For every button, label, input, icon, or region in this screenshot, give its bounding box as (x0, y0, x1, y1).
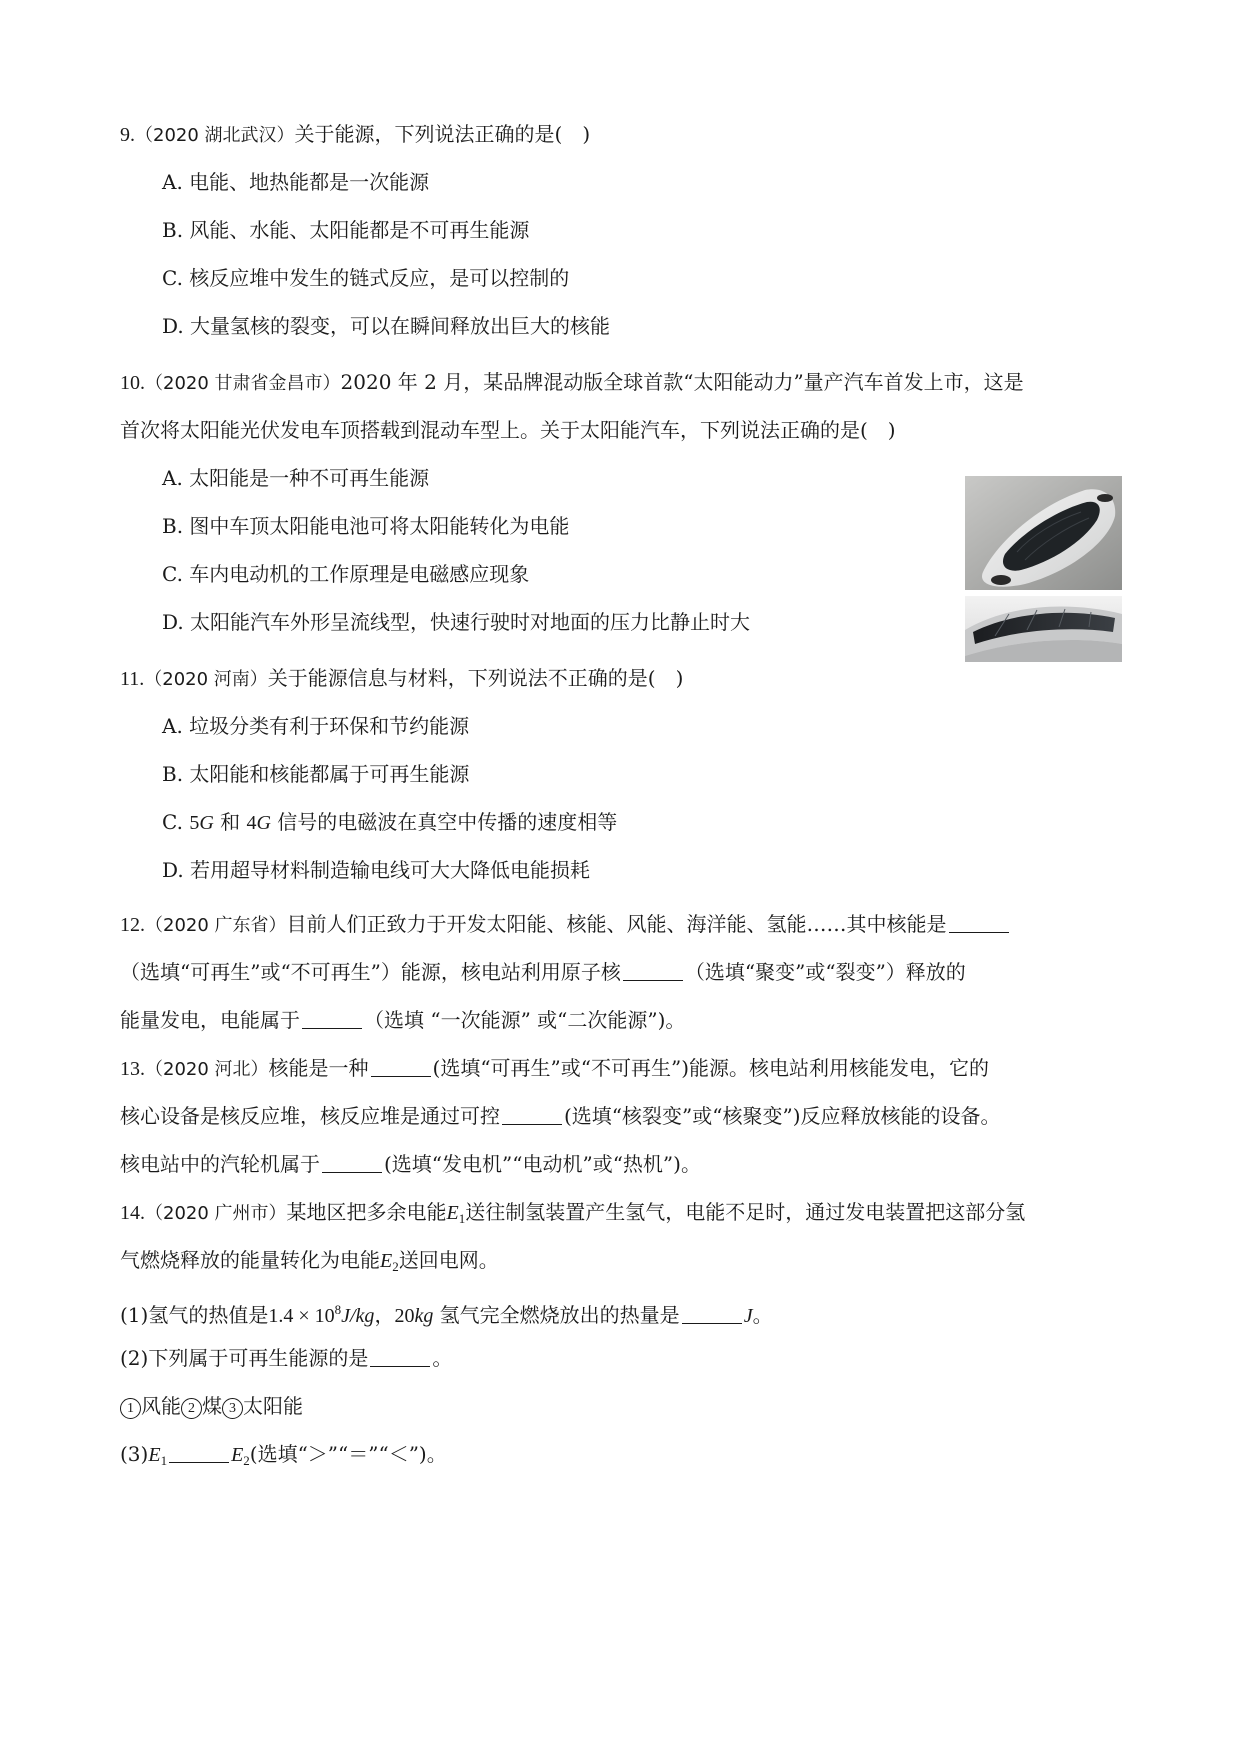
question-source: （2020 湖北武汉） (135, 125, 295, 146)
question-text: 核心设备是核反应堆，核反应堆是通过可控 (120, 1104, 500, 1128)
q13-line2 (120, 1100, 1001, 1132)
q14-part3 (120, 1438, 447, 1477)
q14-part1 (120, 1294, 773, 1332)
q10-option-b: B. 图中车顶太阳能电池可将太阳能转化为电能 (162, 514, 570, 538)
option-number: 5 (189, 812, 200, 834)
symbol-letter: E (380, 1250, 393, 1272)
question-source: （2020 广州市） (145, 1203, 287, 1224)
q12-line3 (120, 1004, 685, 1036)
question-text: 。 (432, 1346, 453, 1370)
energy-symbol-e2 (231, 1444, 250, 1466)
question-source: （2020 河北） (145, 1059, 269, 1080)
question-text: 核电站中的汽轮机属于 (120, 1152, 320, 1176)
answer-blank[interactable] (169, 1440, 229, 1463)
q9-option-c: C. 核反应堆中发生的链式反应，是可以控制的 (162, 266, 570, 290)
option-text: 信号的电磁波在真空中传播的速度相等 (270, 810, 618, 834)
symbol-letter: E (231, 1444, 244, 1466)
circled-number-1: 1 (120, 1398, 141, 1419)
question-text: 气燃烧释放的能量转化为电能 (120, 1248, 380, 1272)
question-text: 某地区把多余电能 (286, 1200, 447, 1224)
q9-option-b: B. 风能、水能、太阳能都是不可再生能源 (162, 218, 530, 242)
circled-number-3: 3 (222, 1398, 243, 1419)
heat-value: 1.4 × 10 (268, 1305, 335, 1327)
question-source: （2020 河南） (144, 669, 268, 690)
mass-unit: kg (414, 1305, 434, 1327)
question-text: (选填“＞”“＝”“＜”)。 (249, 1442, 447, 1466)
question-text: 送往制氢装置产生氢气，电能不足时，通过发电装置把这部分氢 (465, 1200, 1026, 1224)
question-number: 10. (120, 372, 145, 394)
question-text: 能量发电，电能属于 (120, 1008, 300, 1032)
question-source: （2020 甘肃省金昌市） (145, 373, 341, 394)
q10-option-c: C. 车内电动机的工作原理是电磁感应现象 (162, 562, 530, 586)
answer-blank[interactable] (502, 1102, 562, 1125)
question-text: (选填“发电机”“电动机”或“热机”)。 (384, 1152, 701, 1176)
q12-line1 (120, 908, 1011, 942)
q9-option-d: D. 大量氢核的裂变，可以在瞬间释放出巨大的核能 (162, 314, 611, 338)
q11-stem (120, 662, 683, 696)
symbol-letter: E (446, 1202, 459, 1224)
energy-symbol-e2 (380, 1250, 399, 1272)
q11-option-c (162, 806, 617, 839)
question-number: 12. (120, 914, 145, 936)
question-text: 2020 年 2 月，某品牌混动版全球首款“太阳能动力”量产汽车首发上市，这是 (340, 370, 1024, 394)
question-number: 11. (120, 668, 145, 690)
q11-option-d: D. 若用超导材料制造输电线可大大降低电能损耗 (162, 858, 591, 882)
q12-line2 (120, 956, 966, 988)
q14-line1 (120, 1196, 1025, 1235)
question-number: 9. (120, 124, 135, 146)
answer-blank[interactable] (949, 910, 1009, 933)
energy-symbol-e1 (148, 1444, 167, 1466)
q10-stem-line1 (120, 366, 1024, 400)
question-number: 14. (120, 1202, 145, 1224)
question-text: （选填“聚变”或“裂变”）释放的 (684, 960, 966, 984)
question-number: 13. (120, 1058, 145, 1080)
heat-exponent: 8 (334, 1302, 342, 1317)
choice-text: 风能 (141, 1394, 181, 1418)
symbol-subscript: 1 (458, 1211, 466, 1226)
option-number: 4 (246, 812, 257, 834)
question-text: (1)氢气的热值是 (120, 1303, 269, 1327)
question-text: 。 (752, 1303, 773, 1327)
option-text: 和 (213, 810, 247, 834)
symbol-subscript: 2 (243, 1453, 250, 1468)
answer-blank[interactable] (682, 1301, 742, 1324)
option-letter: C. (162, 810, 190, 834)
question-text: 送回电网。 (398, 1248, 499, 1272)
option-symbol: G (256, 812, 271, 834)
q9-option-a: A. 电能、地热能都是一次能源 (162, 170, 430, 194)
question-text: 关于能源，下列说法正确的是( ) (294, 122, 591, 146)
q13-line3 (120, 1148, 701, 1180)
question-text: 关于能源信息与材料，下列说法不正确的是( ) (267, 666, 684, 690)
q10-stem-line2: 首次将太阳能光伏发电车顶搭载到混动车型上。关于太阳能汽车，下列说法正确的是( ) (120, 418, 896, 442)
question-text: (3) (120, 1442, 149, 1466)
energy-symbol-e1 (447, 1202, 466, 1224)
question-text: （选填 “一次能源” 或“二次能源”)。 (364, 1008, 686, 1032)
symbol-subscript: 1 (160, 1453, 168, 1468)
option-symbol: G (199, 812, 214, 834)
question-source: （2020 广东省） (145, 915, 287, 936)
answer-blank[interactable] (370, 1344, 430, 1367)
answer-blank[interactable] (371, 1054, 431, 1077)
q14-part2 (120, 1342, 452, 1374)
energy-unit: J (743, 1305, 753, 1327)
q14-choices (120, 1390, 303, 1422)
answer-blank[interactable] (623, 958, 683, 981)
q10-option-a: A. 太阳能是一种不可再生能源 (162, 466, 430, 490)
question-text: 氢气完全燃烧放出的热量是 (433, 1303, 680, 1327)
q14-line2 (120, 1244, 499, 1283)
question-text: (2)下列属于可再生能源的是 (120, 1346, 369, 1370)
symbol-subscript: 2 (392, 1259, 399, 1274)
question-text: ， (374, 1303, 395, 1327)
circled-number-2: 2 (181, 1398, 202, 1419)
q10-option-d: D. 太阳能汽车外形呈流线型，快速行驶时对地面的压力比静止时大 (162, 610, 751, 634)
choice-text: 太阳能 (243, 1394, 303, 1418)
solar-roof-photo (965, 596, 1122, 662)
choice-text: 煤 (202, 1394, 222, 1418)
q9-stem (120, 118, 590, 152)
answer-blank[interactable] (302, 1006, 362, 1029)
question-text: （选填“可再生”或“不可再生”）能源，核电站利用原子核 (120, 960, 621, 984)
question-text: 目前人们正致力于开发太阳能、核能、风能、海洋能、氢能……其中核能是 (286, 912, 947, 936)
question-text: (选填“核裂变”或“核聚变”)反应释放核能的设备。 (564, 1104, 1001, 1128)
symbol-letter: E (148, 1444, 161, 1466)
q13-line1 (120, 1052, 989, 1086)
question-text: (选填“可再生”或“不可再生”)能源。核电站利用核能发电，它的 (432, 1056, 990, 1080)
solar-car-top-photo (965, 476, 1122, 590)
heat-unit: J/kg (341, 1305, 375, 1327)
question-text: 核能是一种 (268, 1056, 369, 1080)
answer-blank[interactable] (322, 1150, 382, 1173)
q11-option-b: B. 太阳能和核能都属于可再生能源 (162, 762, 470, 786)
q11-option-a: A. 垃圾分类有利于环保和节约能源 (162, 714, 470, 738)
mass-value: 20 (394, 1305, 415, 1327)
